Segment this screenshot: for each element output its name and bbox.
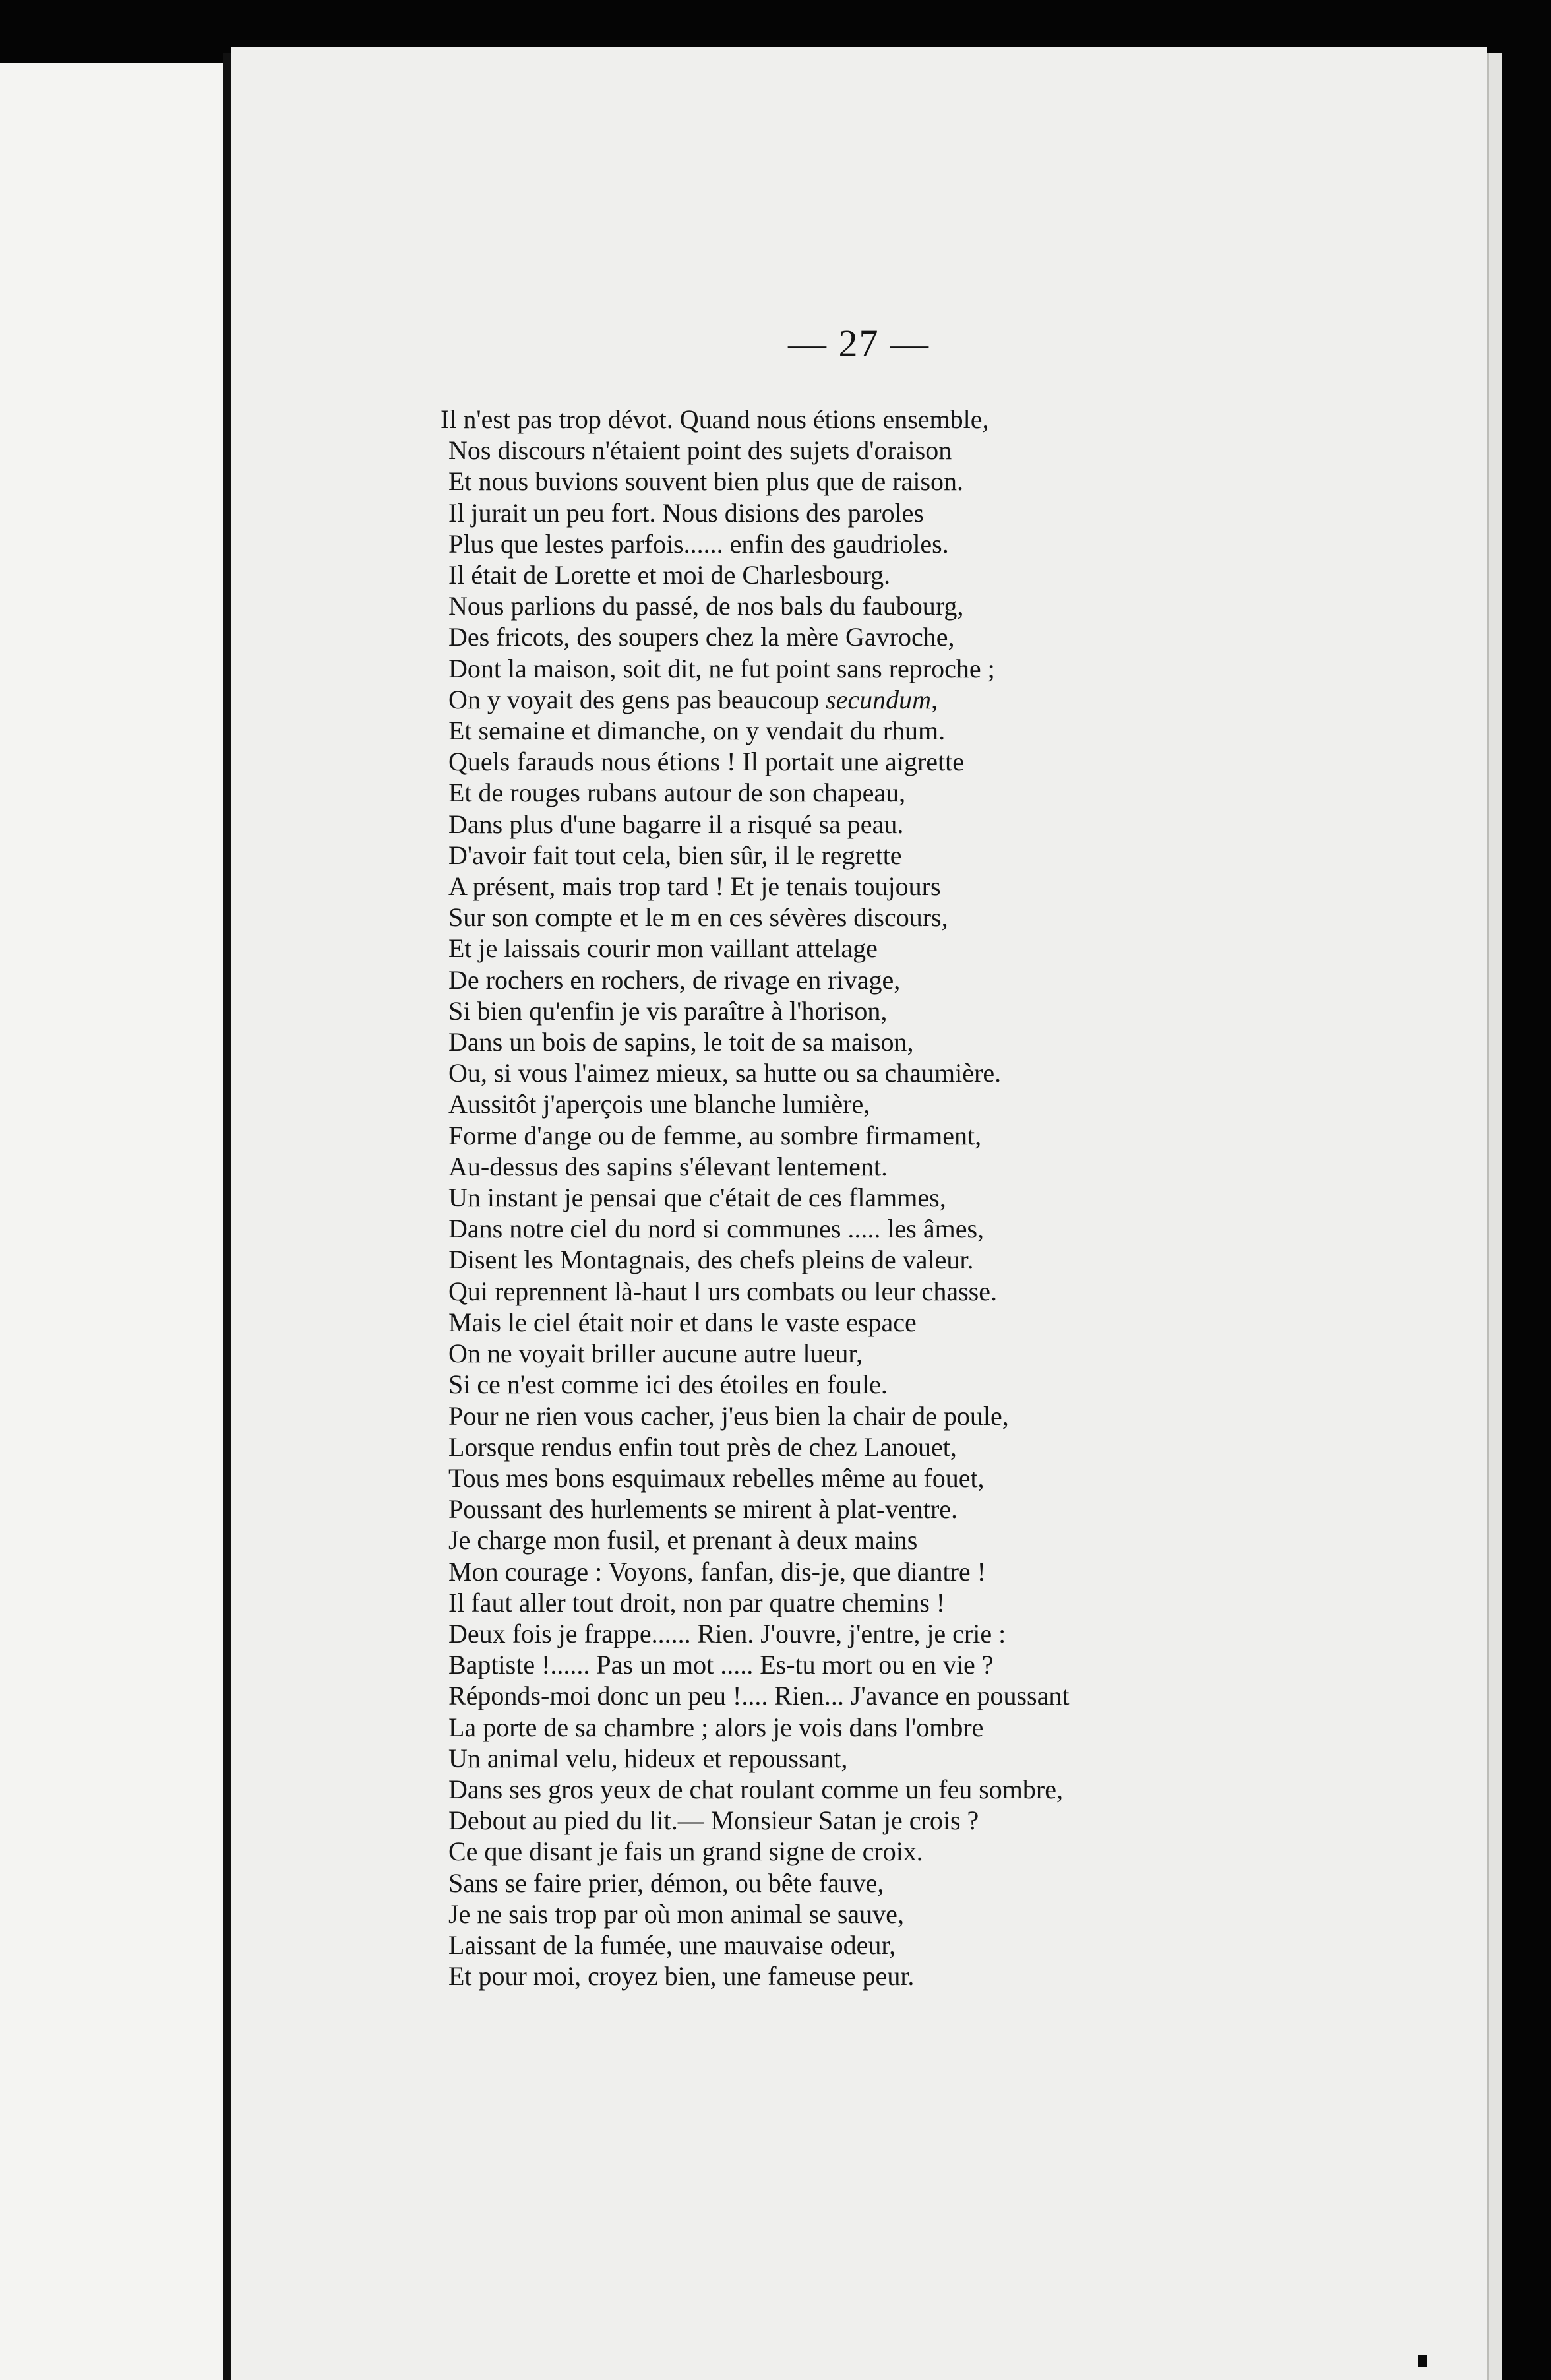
poem-line: Je ne sais trop par où mon animal se sauve, (448, 1898, 904, 1929)
poem-text (441, 404, 1464, 1991)
poem-line: Mon courage : Voyons, fanfan, dis-je, que diantre ! (448, 1556, 986, 1586)
poem-line: De rochers en rochers, de rivage en rivage, (448, 964, 901, 995)
poem-line: D'avoir fait tout cela, bien sûr, il le regrette (448, 840, 902, 870)
poem-line: Dans plus d'une bagarre il a risqué sa peau. (448, 809, 904, 839)
poem-line: Des fricots, des soupers chez la mère Gavroche, (448, 622, 955, 652)
poem-line: Qui reprennent là-haut l urs combats ou leur chasse. (448, 1276, 997, 1306)
poem-line: Et pour moi, croyez bien, une fameuse peur. (448, 1961, 915, 1991)
poem-line: Tous mes bons esquimaux rebelles même au fouet, (448, 1462, 985, 1493)
poem-line: Laissant de la fumée, une mauvaise odeur, (448, 1929, 896, 1960)
poem-line: Ce que disant je fais un grand signe de croix. (448, 1836, 923, 1867)
poem-line: Un animal velu, hideux et repoussant, (448, 1743, 848, 1773)
scan-border (1502, 0, 1551, 2380)
book-page (231, 47, 1487, 2380)
poem-line: Mais le ciel était noir et dans le vaste espace (448, 1307, 917, 1337)
poem-line: Au-dessus des sapins s'élevant lentement. (448, 1151, 888, 1181)
poem-line: Il jurait un peu fort. Nous disions des paroles (448, 497, 924, 528)
poem-line: On ne voyait briller aucune autre lueur, (448, 1338, 863, 1369)
poem-line: Sans se faire prier, démon, ou bête fauve, (448, 1867, 884, 1898)
poem-line: Debout au pied du lit.— Monsieur Satan je crois ? (448, 1805, 979, 1836)
poem-line: Il n'est pas trop dévot. Quand nous étions ensemble, (441, 404, 989, 434)
poem-line: Aussitôt j'aperçois une blanche lumière, (448, 1089, 870, 1119)
poem-line: Baptiste !...... Pas un mot ..... Es-tu mort ou en vie ? (448, 1650, 994, 1680)
poem-line: Dans ses gros yeux de chat roulant comme un feu sombre, (448, 1774, 1063, 1804)
poem-line: Forme d'ange ou de femme, au sombre firmament, (448, 1120, 982, 1150)
poem-line: Lorsque rendus enfin tout près de chez Lanouet, (448, 1431, 957, 1462)
poem-line: Plus que lestes parfois...... enfin des gaudrioles. (448, 528, 949, 559)
poem-line: On y voyait des gens pas beaucoup secundum, (448, 684, 938, 714)
poem-line: Disent les Montagnais, des chefs pleins de valeur. (448, 1245, 974, 1275)
poem-line: Dont la maison, soit dit, ne fut point sans reproche ; (448, 653, 995, 683)
poem-line: Nous parlions du passé, de nos bals du faubourg, (448, 591, 964, 621)
poem-line: Il faut aller tout droit, non par quatre chemins ! (448, 1587, 946, 1617)
book-gutter (223, 53, 231, 2380)
poem-line: Si ce n'est comme ici des étoiles en foule. (448, 1369, 888, 1400)
poem-line: Quels farauds nous étions ! Il portait une aigrette (448, 747, 964, 777)
poem-line: Réponds-moi donc un peu !.... Rien... J'avance en poussant (448, 1681, 1070, 1711)
poem-line: Un instant je pensai que c'était de ces flammes, (448, 1183, 946, 1213)
poem-line: Et je laissais courir mon vaillant attelage (448, 933, 878, 964)
poem-line: Poussant des hurlements se mirent à plat-ventre. (448, 1494, 958, 1524)
poem-line: A présent, mais trop tard ! Et je tenais toujours (448, 871, 941, 902)
poem-line: Deux fois je frappe...... Rien. J'ouvre, j'entre, je crie : (448, 1618, 1006, 1648)
poem-line: Nos discours n'étaient point des sujets d'oraison (448, 435, 952, 466)
poem-line: Je charge mon fusil, et prenant à deux mains (448, 1525, 918, 1555)
poem-line: Et de rouges rubans autour de son chapeau, (448, 778, 906, 808)
poem-line: Et nous buvions souvent bien plus que de raison. (448, 466, 964, 497)
poem-line: Pour ne rien vous cacher, j'eus bien la chair de poule, (448, 1400, 1009, 1431)
poem-line: La porte de sa chambre ; alors je vois dans l'ombre (448, 1712, 984, 1742)
poem-line: Il était de Lorette et moi de Charlesbourg. (448, 560, 891, 590)
page-number: — 27 — (788, 322, 930, 365)
poem-line: Si bien qu'enfin je vis paraître à l'horison, (448, 995, 888, 1026)
poem-line: Dans notre ciel du nord si communes ..... les âmes, (448, 1214, 985, 1244)
poem-line: Sur son compte et le m en ces sévères discours, (448, 902, 948, 933)
poem-line: Et semaine et dimanche, on y vendait du rhum. (448, 716, 946, 746)
poem-line: Ou, si vous l'aimez mieux, sa hutte ou sa chaumière. (448, 1058, 1002, 1088)
poem-line: Dans un bois de sapins, le toit de sa maison, (448, 1027, 914, 1057)
facing-page-fragment (0, 63, 223, 2380)
scan-speck (1418, 2355, 1427, 2367)
